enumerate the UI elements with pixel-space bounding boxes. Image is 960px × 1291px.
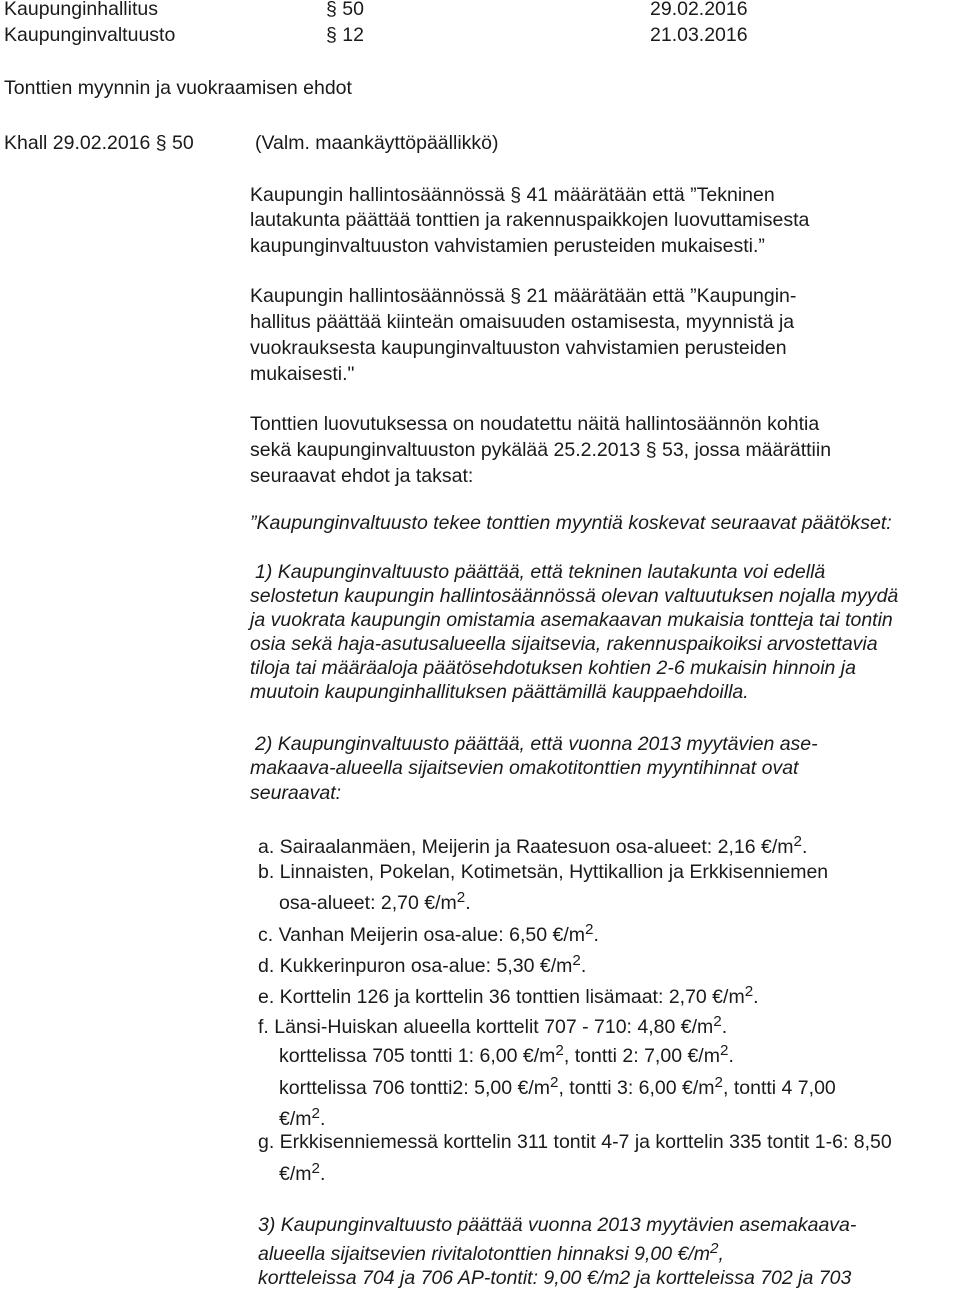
price-item (258, 860, 828, 884)
document-title: Tonttien myynnin ja vuokraamisen ehdot (4, 77, 352, 99)
paragraph-3-tail: , (718, 1243, 724, 1265)
body-line: Kaupungin hallintosäännössä § 41 määrätään että ”Tekninen (250, 184, 775, 206)
header-section: § 50 (326, 0, 364, 20)
preparer-note: (Valm. maankäyttöpäällikkö) (255, 132, 499, 154)
superscript: 2 (549, 1074, 559, 1092)
paragraph-1-line: tiloja tai määräaloja päätösehdotuksen kohtien 2-6 mukaisin hinnoin ja (250, 657, 856, 679)
price-item-text: d. Kukkerinpuron osa-alue: 5,30 €/m (258, 955, 573, 977)
price-item-tail: . (319, 1108, 326, 1130)
quote-intro: ”Kaupunginvaltuusto tekee tonttien myyntiä koskevat seuraavat päätökset: (250, 512, 892, 534)
body-line: kaupunginvaltuuston vahvistamien perusteiden mukaisesti.” (250, 235, 765, 257)
superscript: 2 (311, 1105, 320, 1123)
paragraph-1-line: muutoin kaupunginhallituksen päättämillä kauppaehdoilla. (250, 681, 749, 703)
superscript: 2 (572, 952, 581, 970)
paragraph-3-line (258, 1242, 724, 1268)
header-body: Kaupunginvaltuusto (4, 24, 176, 46)
paragraph-3-line: kortteleissa 704 ja 706 AP-tontit: 9,00 €/m2 ja kortteleissa 702 ja 703 (258, 1267, 852, 1289)
paragraph-2-line: makaava-alueella sijaitsevien omakotitonttien myyntihinnat ovat (250, 757, 799, 779)
price-item-tail: , tontti 4 7,00 (723, 1077, 836, 1099)
superscript: 2 (311, 1160, 320, 1178)
price-item-tail: . (580, 955, 587, 977)
superscript: 2 (714, 1074, 724, 1092)
price-item-text: f. Länsi-Huiskan alueella korttelit 707 - 710: 4,80 €/m (258, 1016, 714, 1038)
paragraph-1-line: 1) Kaupunginvaltuusto päättää, että tekninen lautakunta voi edellä (255, 561, 826, 583)
body-line: mukaisesti." (250, 363, 355, 385)
price-item-text: korttelissa 706 tontti2: 5,00 €/m (279, 1077, 550, 1099)
price-item-text: korttelissa 705 tontti 1: 6,00 €/m (279, 1045, 556, 1067)
price-item-text: a. Sairaalanmäen, Meijerin ja Raatesuon osa-alueet: 2,16 €/m (258, 836, 794, 858)
header-section: § 12 (326, 24, 364, 46)
paragraph-1-line: osia sekä haja-asutusalueella sijaitsevia, rakennuspaikoiksi arvostettavia (250, 633, 878, 655)
header-date: 21.03.2016 (650, 24, 748, 46)
price-item (279, 891, 471, 917)
superscript: 2 (585, 921, 594, 939)
superscript: 2 (456, 889, 466, 907)
body-line: Kaupungin hallintosäännössä § 21 määrätään että ”Kaupungin- (250, 285, 797, 307)
body-line: lautakunta päättää tonttien ja rakennuspaikkojen luovuttamisesta (250, 209, 810, 231)
price-item-text: osa-alueet: 2,70 €/m (279, 892, 457, 914)
price-item (258, 1130, 892, 1154)
preparer-ref: Khall 29.02.2016 § 50 (4, 132, 194, 154)
price-item (258, 985, 759, 1011)
price-item (258, 954, 586, 980)
paragraph-2-line: 2) Kaupunginvaltuusto päättää, että vuonna 2013 myytävien ase- (255, 733, 818, 755)
price-item-mid: , tontti 3: 6,00 €/m (558, 1077, 715, 1099)
paragraph-3-line: 3) Kaupunginvaltuusto päättää vuonna 2013 myytävien asemakaava- (258, 1214, 857, 1236)
body-line: sekä kaupunginvaltuuston pykälää 25.2.2013 § 53, jossa määrättiin (250, 439, 832, 461)
price-item-text: e. Korttelin 126 ja korttelin 36 tonttien lisämaat: 2,70 €/m (258, 986, 745, 1008)
superscript: 2 (713, 1013, 722, 1031)
price-item-mid: , tontti 2: 7,00 €/m (563, 1045, 720, 1067)
price-item-text: c. Vanhan Meijerin osa-alue: 6,50 €/m (258, 924, 585, 946)
price-item-tail: . (728, 1045, 734, 1067)
paragraph-1-line: ja vuokrata kaupungin omistamia asemakaavan mukaisia tontteja tai tontin (250, 609, 893, 631)
price-item (258, 923, 599, 949)
price-item-tail: . (753, 986, 759, 1008)
price-item-text: €/m (279, 1163, 312, 1185)
price-item (279, 1076, 836, 1102)
body-line: Tonttien luovutuksessa on noudatettu näitä hallintosäännön kohtia (250, 413, 820, 435)
price-item-tail: . (319, 1163, 326, 1185)
price-item-tail: . (593, 924, 599, 946)
superscript: 2 (555, 1042, 564, 1060)
paragraph-2-line: seuraavat: (250, 782, 342, 804)
header-date: 29.02.2016 (650, 0, 748, 20)
body-line: seuraavat ehdot ja taksat: (250, 465, 474, 487)
superscript: 2 (744, 983, 754, 1001)
price-item-tail: . (721, 1016, 728, 1038)
price-item-tail: . (465, 892, 471, 914)
price-item-text: g. Erkkisenniemessä korttelin 311 tontit 4-7 ja korttelin 335 tontit 1-6: 8,50 (258, 1131, 892, 1153)
body-line: hallitus päättää kiinteän omaisuuden ostamisesta, myynnistä ja (250, 311, 795, 333)
paragraph-1-line: selostetun kaupungin hallintosäännössä olevan valtuutuksen nojalla myydä (250, 585, 899, 607)
superscript: 2 (710, 1240, 719, 1258)
price-item-tail: . (801, 836, 808, 858)
price-item (258, 1015, 727, 1041)
body-line: vuokrauksesta kaupunginvaltuuston vahvistamien perusteiden (250, 337, 787, 359)
price-item (258, 835, 807, 861)
superscript: 2 (793, 833, 802, 851)
header-body: Kaupunginhallitus (4, 0, 158, 20)
paragraph-3-text: alueella sijaitsevien rivitalotonttien hinnaksi 9,00 €/m (258, 1243, 711, 1265)
price-item-text: b. Linnaisten, Pokelan, Kotimetsän, Hyttikallion ja Erkkisenniemen (258, 861, 829, 883)
price-item (279, 1044, 734, 1070)
superscript: 2 (719, 1042, 729, 1060)
price-item (279, 1162, 325, 1188)
price-item-text: €/m (279, 1108, 312, 1130)
